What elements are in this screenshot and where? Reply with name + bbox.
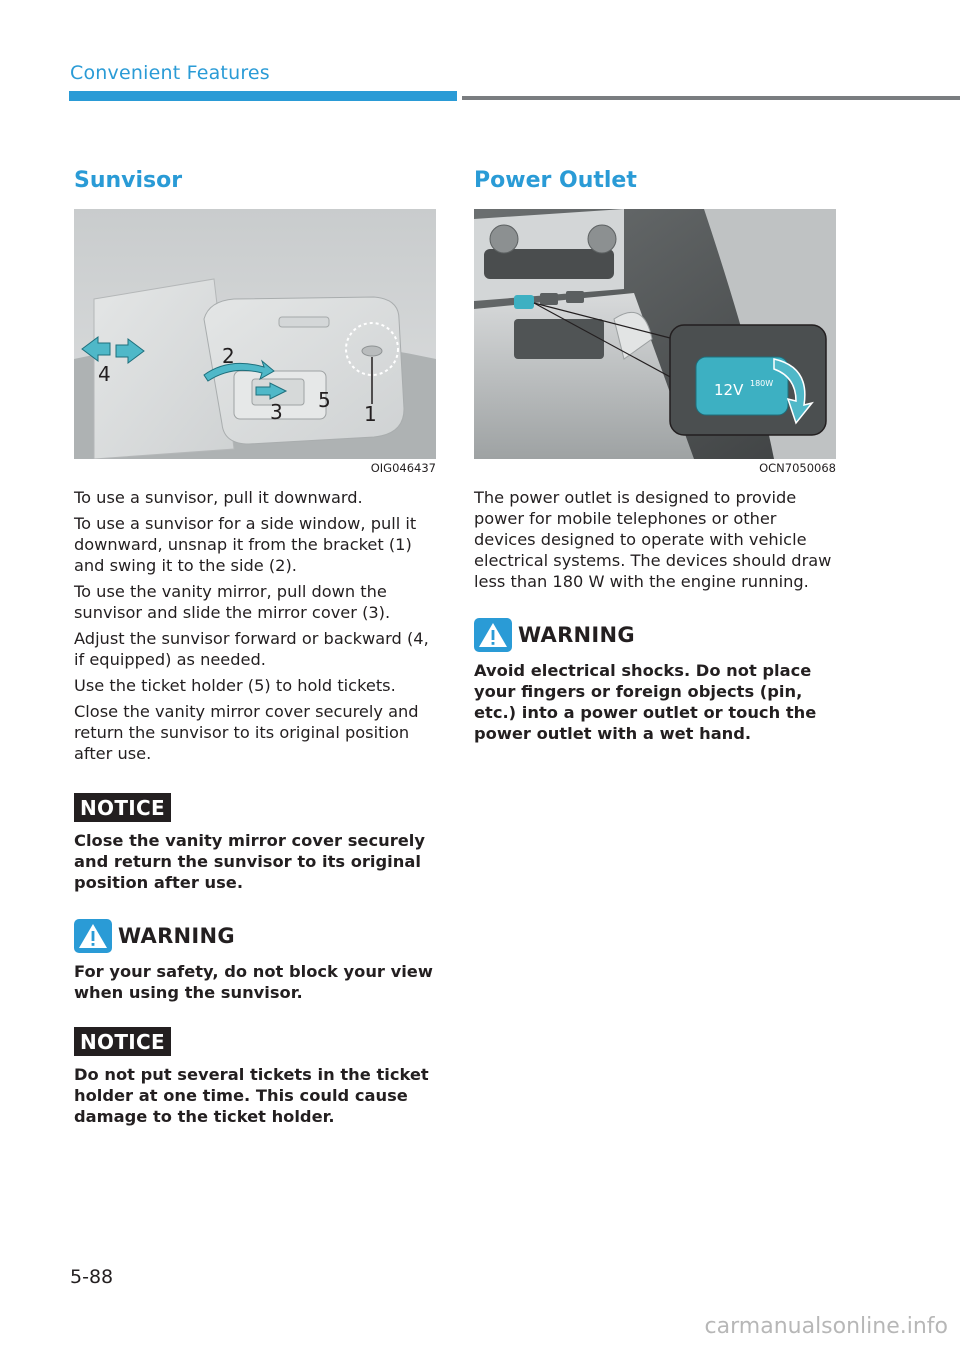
sunvisor-paragraph: To use a sunvisor for a side window, pull it downward, unsnap it from the bracket (1) and swing it to the side (2). [74, 514, 417, 575]
sunvisor-paragraph: Adjust the sunvisor forward or backward (4, if equipped) as needed. [74, 629, 429, 669]
warning-triangle-icon [474, 618, 512, 652]
power-outlet-illustration [474, 209, 836, 459]
notice-label: NOTICE [74, 793, 171, 822]
notice-text: Do not put several tickets in the ticket holder at one time. This could cause damage to the ticket holder. [74, 1065, 429, 1126]
callout-5: 5 [318, 388, 331, 412]
sunvisor-heading: Sunvisor [74, 168, 183, 193]
warning-triangle-icon [74, 919, 112, 953]
callout-4: 4 [98, 362, 111, 386]
chapter-title: Convenient Features [70, 62, 270, 84]
sunvisor-paragraph: Close the vanity mirror cover securely and return the sunvisor to its original position after use. [74, 702, 419, 763]
outlet-watt-label: 180W [750, 379, 774, 388]
warning-header [474, 618, 836, 652]
power-outlet-figure-code: OCN7050068 [759, 461, 836, 475]
header-rule-grey [462, 96, 960, 100]
warning-text: For your safety, do not block your view when using the sunvisor. [74, 962, 433, 1002]
sunvisor-paragraph: To use a sunvisor, pull it downward. [74, 488, 363, 507]
power-outlet-section [474, 168, 836, 744]
warning-label: WARNING [118, 924, 235, 948]
callout-2: 2 [222, 344, 235, 368]
warning-header [74, 919, 436, 953]
sunvisor-figure-code: OIG046437 [370, 461, 436, 475]
header-rule-accent [69, 91, 457, 101]
sunvisor-section [74, 168, 436, 1127]
watermark: carmanualsonline.info [704, 1314, 948, 1339]
sunvisor-paragraph: Use the ticket holder (5) to hold tickets. [74, 676, 396, 695]
callout-3: 3 [270, 400, 283, 424]
page-number: 5-88 [70, 1266, 114, 1288]
warning-label: WARNING [518, 623, 635, 647]
sunvisor-illustration [74, 209, 436, 459]
outlet-voltage-label: 12V [714, 381, 744, 399]
notice-label: NOTICE [74, 1027, 171, 1056]
notice-text: Close the vanity mirror cover securely and return the sunvisor to its original position after use. [74, 831, 425, 892]
sunvisor-paragraph: To use the vanity mirror, pull down the sunvisor and slide the mirror cover (3). [74, 582, 391, 622]
warning-text: Avoid electrical shocks. Do not place your fingers or foreign objects (pin, etc.) into a power outlet or touch the power outlet with a wet hand. [474, 661, 817, 743]
power-outlet-paragraph: The power outlet is designed to provide power for mobile telephones or other devices designed to operate with vehicle electrical systems. The devices should draw less than 180 W with the engine running. [474, 488, 832, 591]
power-outlet-heading: Power Outlet [474, 168, 637, 193]
callout-1: 1 [364, 402, 377, 426]
